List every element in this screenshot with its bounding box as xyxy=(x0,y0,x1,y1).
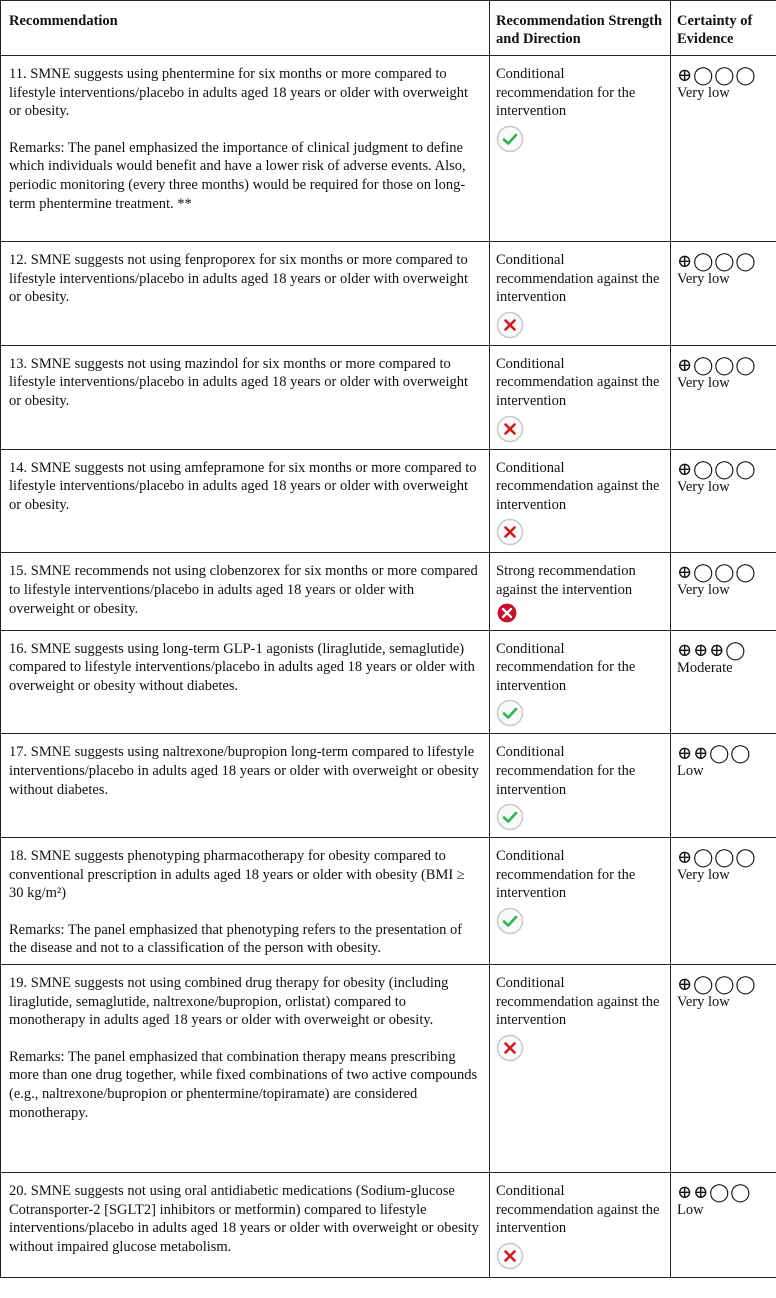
strength-text: Conditional recommendation for the intervention xyxy=(496,848,636,902)
header-recommendation: Recommendation xyxy=(1,1,490,56)
header-row xyxy=(1,1,776,56)
check-icon xyxy=(496,699,524,727)
certainty-cell xyxy=(671,56,776,242)
certainty-level: Very low xyxy=(677,271,730,287)
recommendation-remark: Remarks: The panel emphasized that combination therapy means prescribing more than one drug together, while fixed combinations of two active compounds (e.g., naltrexone/bupropion or phentermine/topiramate) are considered monotherapy. xyxy=(9,1048,478,1121)
recommendation-remark: Remarks: The panel emphasized the importance of clinical judgment to define which individuals would benefit and have a lower risk of adverse events. Also, periodic monitoring (every three months) would be required for those on long-term phentermine treatment. ** xyxy=(9,139,466,212)
strength-text: Conditional recommendation against the intervention xyxy=(496,459,660,513)
table-row xyxy=(1,242,776,346)
table-row xyxy=(1,56,776,242)
recommendation-cell xyxy=(1,56,490,242)
recommendation-text: 11. SMNE suggests using phentermine for six months or more compared to lifestyle interventions/placebo in adults aged 18 years or older with overweight or obesity. xyxy=(9,66,469,120)
certainty-level: Low xyxy=(677,1202,704,1219)
recommendation-cell xyxy=(1,965,490,1173)
cross-icon xyxy=(496,415,524,443)
recommendation-cell xyxy=(1,449,490,553)
strength-text: Conditional recommendation against the intervention xyxy=(496,355,660,409)
recommendation-cell xyxy=(1,345,490,449)
table-row xyxy=(1,630,776,734)
strength-cell xyxy=(490,345,671,449)
certainty-symbols: ⊕◯◯◯ xyxy=(677,354,757,375)
cross-icon xyxy=(496,1034,524,1062)
strength-text: Strong recommendation against the intervention xyxy=(496,563,636,598)
certainty-symbols: ⊕⊕◯◯ xyxy=(677,743,752,764)
recommendation-text: 12. SMNE suggests not using fenproporex for six months or more compared to lifestyle interventions/placebo in adults aged 18 years or older with overweight or obesity. xyxy=(9,252,469,306)
certainty-symbols: ⊕◯◯◯ xyxy=(677,847,757,868)
certainty-cell xyxy=(671,838,776,965)
recommendation-text: 18. SMNE suggests phenotyping pharmacotherapy for obesity compared to conventional prescription in adults aged 18 years or older with obesity (BMI ≥ 30 kg/m²) xyxy=(9,848,465,902)
strength-text: Conditional recommendation against the intervention xyxy=(496,252,660,306)
strength-text: Conditional recommendation for the intervention xyxy=(496,744,636,798)
check-icon xyxy=(496,907,524,935)
recommendation-text: 19. SMNE suggests not using combined drug therapy for obesity (including liraglutide, semaglutide, naltrexone/bupropion, orlistat) compared to monotherapy in adults aged 18 years or older with overweight or obesity. xyxy=(9,975,449,1029)
certainty-level: Low xyxy=(677,763,704,780)
certainty-level: Very low xyxy=(677,994,730,1011)
recommendation-cell xyxy=(1,734,490,838)
recommendation-text: 14. SMNE suggests not using amfepramone for six months or more compared to lifestyle interventions/placebo in adults aged 18 years or older with overweight or obesity. xyxy=(9,459,477,513)
certainty-symbols: ⊕◯◯◯ xyxy=(677,458,757,479)
certainty-symbols: ⊕◯◯◯ xyxy=(677,65,757,85)
certainty-cell xyxy=(671,965,776,1173)
certainty-cell xyxy=(671,242,776,346)
certainty-cell xyxy=(671,630,776,734)
recommendation-text: 16. SMNE suggests using long-term GLP-1 agonists (liraglutide, semaglutide) compared to lifestyle interventions/placebo in adults aged 18 years or older with overweight or obesity without diabetes. xyxy=(9,640,475,694)
strength-cell xyxy=(490,1173,671,1278)
table-row xyxy=(1,1173,776,1278)
strength-text: Conditional recommendation for the intervention xyxy=(496,640,636,694)
strength-text: Conditional recommendation against the intervention xyxy=(496,1183,660,1237)
recommendation-cell xyxy=(1,242,490,346)
cross-icon xyxy=(496,518,524,546)
table-row xyxy=(1,345,776,449)
header-certainty: Certainty of Evidence xyxy=(671,1,776,56)
strength-cell xyxy=(490,553,671,630)
certainty-symbols: ⊕◯◯◯ xyxy=(677,562,757,583)
check-icon xyxy=(496,803,524,831)
recommendation-cell xyxy=(1,630,490,734)
table-row xyxy=(1,965,776,1173)
recommendation-text: 20. SMNE suggests not using oral antidiabetic medications (Sodium-glucose Cotransporter-2 [SGLT2] inhibitors or metformin) compared to lifestyle interventions/placebo in adults aged 18 years or older with overweight or obesity without impaired glucose metabolism. xyxy=(9,1183,479,1255)
strength-cell xyxy=(490,56,671,242)
certainty-symbols: ⊕⊕⊕◯ xyxy=(677,639,747,660)
certainty-symbols: ⊕◯◯◯ xyxy=(677,974,757,995)
recommendation-remark: Remarks: The panel emphasized that phenotyping refers to the presentation of the disease and not to a classification of the person with obesity. xyxy=(9,921,463,957)
certainty-level: Very low xyxy=(677,582,730,599)
certainty-level: Very low xyxy=(677,374,730,391)
table-row xyxy=(1,553,776,630)
header-strength: Recommendation Strength and Direction xyxy=(490,1,671,56)
strong-cross-icon xyxy=(496,602,518,624)
recommendation-cell xyxy=(1,1173,490,1278)
certainty-level: Very low xyxy=(677,867,730,884)
strength-cell xyxy=(490,965,671,1173)
recommendation-text: 17. SMNE suggests using naltrexone/bupropion long-term compared to lifestyle interventions/placebo in adults aged 18 years or older with overweight or obesity without diabetes. xyxy=(9,744,479,798)
certainty-cell xyxy=(671,734,776,838)
recommendation-cell xyxy=(1,838,490,965)
certainty-symbols: ⊕⊕◯◯ xyxy=(677,1182,752,1203)
strength-cell xyxy=(490,838,671,965)
check-icon xyxy=(496,125,524,153)
strength-cell xyxy=(490,630,671,734)
strength-text: Conditional recommendation against the intervention xyxy=(496,975,660,1029)
certainty-level: Moderate xyxy=(677,659,733,676)
certainty-cell xyxy=(671,345,776,449)
recommendation-cell xyxy=(1,553,490,630)
recommendation-text: 13. SMNE suggests not using mazindol for six months or more compared to lifestyle interventions/placebo in adults aged 18 years or older with overweight or obesity. xyxy=(9,355,469,409)
strength-text: Conditional recommendation for the intervention xyxy=(496,66,636,120)
certainty-cell xyxy=(671,449,776,553)
strength-cell xyxy=(490,449,671,553)
certainty-level: Very low xyxy=(677,85,730,101)
certainty-cell xyxy=(671,1173,776,1278)
certainty-cell xyxy=(671,553,776,630)
certainty-symbols: ⊕◯◯◯ xyxy=(677,251,757,271)
strength-cell xyxy=(490,734,671,838)
certainty-level: Very low xyxy=(677,478,730,495)
recommendation-text: 15. SMNE recommends not using clobenzorex for six months or more compared to lifestyle interventions/placebo in adults aged 18 years or older with overweight or obesity. xyxy=(9,563,478,617)
cross-icon xyxy=(496,1242,524,1270)
table-row xyxy=(1,449,776,553)
table-row xyxy=(1,838,776,965)
strength-cell xyxy=(490,242,671,346)
table-row xyxy=(1,734,776,838)
cross-icon xyxy=(496,311,524,339)
